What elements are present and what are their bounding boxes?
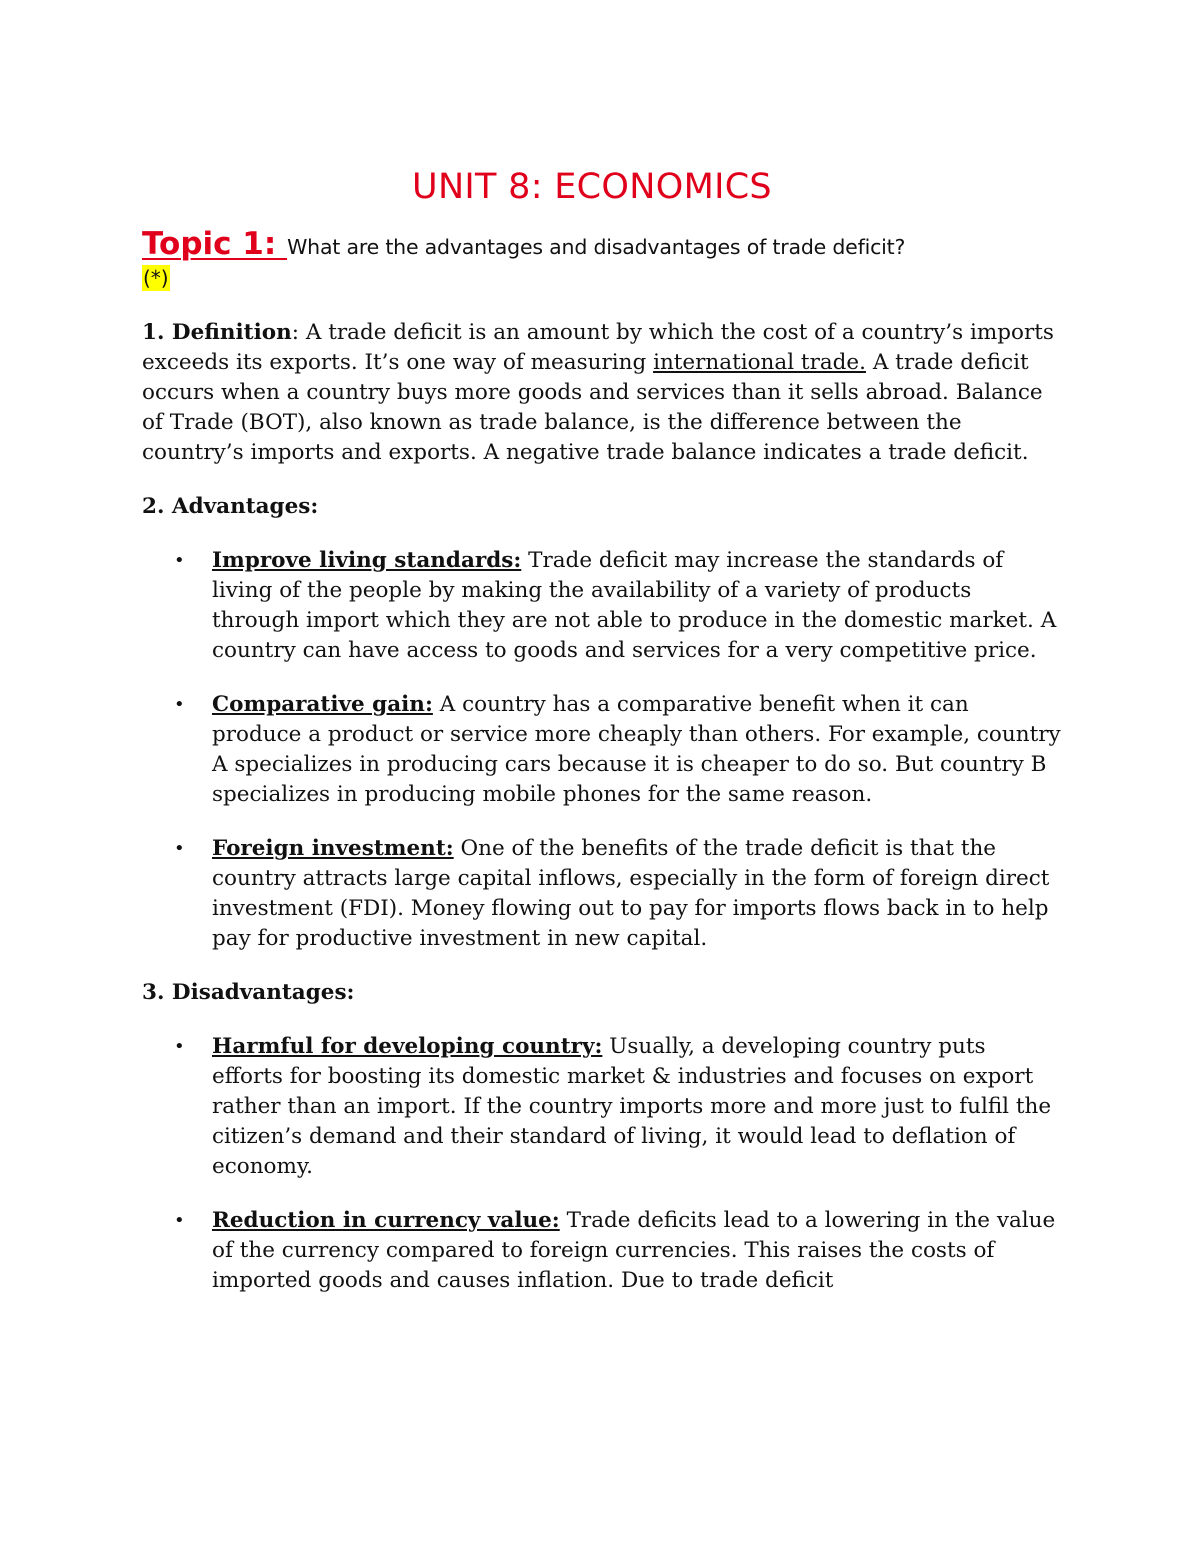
topic-label: Topic 1: [142, 226, 288, 262]
item-text: Usually, a developing country puts efforts for boosting its domestic market & industries and focuses on export rather than an import. If the country imports more and more just to fulfil the citizen’s demand and their standard of living, it would lead to deflation of economy. [212, 1034, 1052, 1179]
list-item [142, 834, 1062, 954]
advantages-heading: 2. Advantages: [142, 494, 319, 519]
bullet-icon: • [174, 838, 185, 859]
item-term: Reduction in currency value: [212, 1208, 560, 1233]
advantages-list [142, 546, 1062, 954]
item-term: Comparative gain: [212, 692, 433, 717]
list-item [142, 690, 1062, 810]
definition-paragraph [142, 318, 1062, 468]
definition-label: 1. Definition [142, 320, 292, 345]
item-text: One of the benefits of the trade deficit is that the country attracts large capital inflows, especially in the form of foreign direct investment (FDI). Money flowing out to pay for imports flows back in to help pay for productive investment in new capital. [212, 836, 1050, 951]
topic-line [142, 226, 1062, 262]
definition-text-b: A trade deficit occurs when a country buys more goods and services than it sells abroad. Balance of Trade (BOT), also known as trade balance, is the difference between the country’s imports and exports. A negative trade balance indicates a trade deficit. [142, 350, 1043, 465]
disadvantages-heading: 3. Disadvantages: [142, 980, 355, 1005]
international-trade-link[interactable]: international trade. [653, 350, 866, 375]
item-text: A country has a comparative benefit when it can produce a product or service more cheaply than others. For example, country A specializes in producing cars because it is cheaper to do so. But country B specializes in producing mobile phones for the same reason. [212, 692, 1061, 807]
item-term: Improve living standards: [212, 548, 522, 573]
item-term: Harmful for developing country: [212, 1034, 603, 1059]
document-body [142, 165, 1062, 1320]
list-item [142, 546, 1062, 666]
bullet-icon: • [174, 694, 185, 715]
list-item [142, 1206, 1062, 1296]
definition-text-a: : A trade deficit is an amount by which the cost of a country’s imports exceeds its exports. It’s one way of measuring [142, 320, 1054, 375]
bullet-icon: • [174, 1210, 185, 1231]
highlight-marker: (*) [143, 266, 169, 290]
item-text: Trade deficits lead to a lowering in the value of the currency compared to foreign currencies. This raises the costs of imported goods and causes inflation. Due to trade deficit [212, 1208, 1056, 1293]
topic-question: What are the advantages and disadvantages of trade deficit? [287, 235, 906, 259]
item-term: Foreign investment: [212, 836, 454, 861]
page-title: UNIT 8: ECONOMICS [412, 167, 772, 207]
bullet-icon: • [174, 550, 185, 571]
bullet-icon: • [174, 1036, 185, 1057]
list-item [142, 1032, 1062, 1182]
item-text: Trade deficit may increase the standards of living of the people by making the availability of a variety of products through import which they are not able to produce in the domestic market. A country can have access to goods and services for a very competitive price. [212, 548, 1057, 663]
disadvantages-list [142, 1032, 1062, 1296]
